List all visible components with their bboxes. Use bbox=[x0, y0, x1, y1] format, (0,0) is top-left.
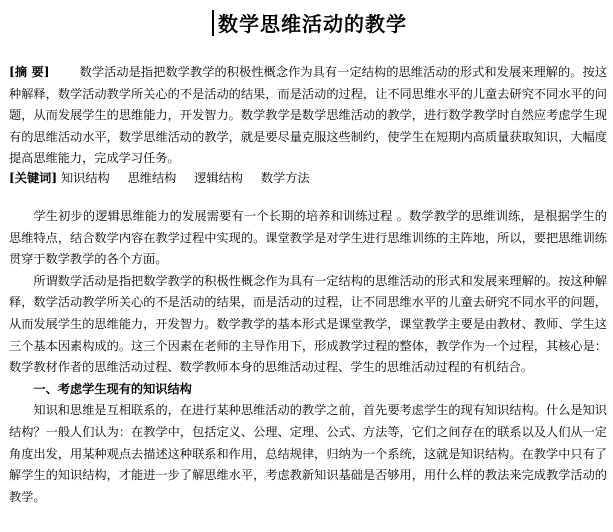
keyword-item: 思维结构 bbox=[127, 171, 177, 185]
keyword-item: 知识结构 bbox=[60, 171, 110, 185]
abstract-label: [摘 要] bbox=[9, 65, 50, 79]
keyword-item: 数学方法 bbox=[260, 171, 310, 185]
section-paragraph: 知识和思维是互相联系的，在进行某种思维活动的教学之前，首先要考虑学生的现有知识结构。什么是知识结构？一般人们认为：在教学中，包括定义、公理、定理、公式、方法等，它们之间存在的联系以及人们从一定角度出发，用某种观点去描述这种联系和作用，总结规律，归纳为一个系统，这就是知识结构。在教学中只有了解学生的知识结构，才能进一步了解思维水平，考虑教新知识基础是否够用，用什么样的教法来完成教学活动的教学。 bbox=[9, 403, 607, 504]
keywords-label: [关键词] bbox=[9, 171, 58, 185]
main-body bbox=[9, 206, 607, 508]
keywords bbox=[9, 168, 607, 190]
abstract bbox=[9, 62, 607, 170]
body-paragraph: 所谓数学活动是指把数学教学的积极性概念作为具有一定结构的思维活动的形式和发展来理解的。按这种解释，数学活动教学所关心的不是活动的结果，而是活动的过程，让不同思维水平的儿童去研究不同水平的问题，从而发展学生的思维能力，开发智力。数学教学的基本形式是课堂教学，课堂教学主要是由教材、教师、学生这三个基本因素构成的。这三个因素在老师的主导作用下，形成教学过程的整体，教学作为一个过程，其核心是：数学教材作者的思维活动过程、数学教师本身的思维活动过程、学生的思维活动过程的有机结合。 bbox=[9, 273, 607, 375]
page-title: 数学思维活动的教学 bbox=[218, 12, 407, 36]
body-paragraph: 学生初步的逻辑思维能力的发展需要有一个长期的培养和训练过程 。数学教学的思维训练，是根据学生的思维特点，结合数学内容在教学过程中实现的。课堂教学是对学生进行思维训练的主阵地，所以，要把思维训练贯穿于数学教学的各个方面。 bbox=[9, 209, 607, 267]
text-cursor bbox=[212, 10, 214, 36]
keyword-item: 逻辑结构 bbox=[194, 171, 243, 185]
abstract-text: 数学活动是指把数学教学的积极性概念作为具有一定结构的思维活动的形式和发展来理解的。按这种解释，数学活动教学所关心的不是活动的结果，而是活动的过程，让不同思维水平的儿童去研究不同水平的问题，从而发展学生的思维能力，开发智力。数学教学是数学思维活动的教学，进行数学教学时自然应考虑学生现有的思维活动水平，数学思维活动的教学，就是要尽量克服这些制约，使学生在短期内高质量获取知识，大幅度提高思维能力，完成学习任务。 bbox=[9, 65, 608, 166]
title-row bbox=[0, 8, 613, 38]
section-heading: 一、考虑学生现有的知识结构 bbox=[33, 381, 192, 396]
